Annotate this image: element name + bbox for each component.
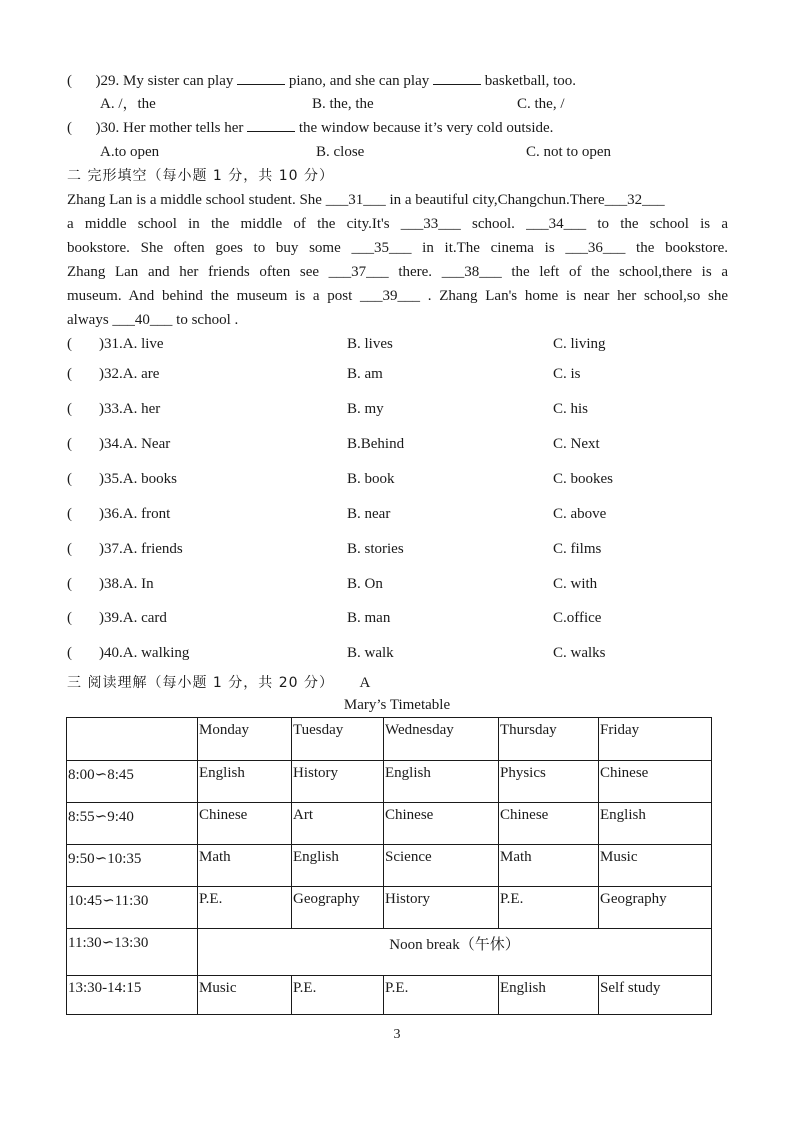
answer-paren[interactable]: ( [67, 645, 72, 661]
passage-line: Zhang Lan is a middle school student. She ___31___ in a beautiful city,Changchun.There___32___ [67, 192, 665, 208]
answer-paren: ( [67, 120, 72, 136]
question-29-option-c: C. the, / [517, 96, 565, 112]
subject-cell: Geography [292, 887, 384, 929]
subject-cell: Physics [499, 761, 599, 803]
option-b: B. walk [347, 645, 394, 661]
subject-cell: History [384, 887, 499, 929]
option-c: C. films [553, 541, 602, 557]
answer-blank[interactable] [433, 84, 481, 85]
table-header-cell: Tuesday [292, 718, 384, 761]
subject-cell: P.E. [292, 976, 384, 1015]
timetable [66, 717, 712, 1015]
table-header-cell: Thursday [499, 718, 599, 761]
answer-blank[interactable] [237, 84, 285, 85]
blank-35: ___35___ [351, 240, 412, 256]
option-a: )39.A. card [99, 610, 167, 626]
section-heading-reading: 三 阅读理解（每小题 1 分，共 20 分） A [67, 675, 371, 691]
time-cell: 8:55∽9:40 [67, 803, 198, 845]
blank-39: ___39___ [360, 288, 421, 304]
answer-blank[interactable] [247, 131, 295, 132]
subject-cell: Science [384, 845, 499, 887]
time-cell: 10:45∽11:30 [67, 887, 198, 929]
option-b: B. stories [347, 541, 404, 557]
option-a: )38.A. In [99, 576, 154, 592]
question-29-text-c: basketball, too. [484, 73, 576, 89]
question-30-text-b: the window because it’s very cold outside. [298, 120, 554, 136]
time-cell: 8:00∽8:45 [67, 761, 198, 803]
subject-cell: Chinese [198, 803, 292, 845]
subject-cell: Chinese [384, 803, 499, 845]
blank-33: ___33___ [400, 216, 461, 232]
subject-cell: Self study [599, 976, 712, 1015]
time-cell: 11:30∽13:30 [67, 929, 198, 976]
cloze-question-32 [67, 364, 727, 384]
cloze-question-36 [67, 504, 727, 524]
cloze-passage [67, 188, 728, 332]
option-b: B. near [347, 506, 391, 522]
page-number: 3 [393, 1027, 401, 1042]
subject-cell: Art [292, 803, 384, 845]
blank-36: ___36___ [565, 240, 626, 256]
cloze-question-40 [67, 643, 727, 663]
time-cell: 13:30-14:15 [67, 976, 198, 1015]
cloze-question-37 [67, 539, 727, 559]
table-header-cell: Monday [198, 718, 292, 761]
subject-cell: English [292, 845, 384, 887]
answer-paren[interactable]: ( [67, 366, 72, 382]
table-row [67, 887, 712, 929]
table-row-noon [67, 929, 712, 976]
question-30-text-a: )30. Her mother tells her [95, 120, 244, 136]
cloze-question-34 [67, 434, 727, 454]
option-b: B. On [347, 576, 383, 592]
blank-31: ___31___ [325, 192, 386, 208]
option-a: )40.A. walking [99, 645, 190, 661]
question-30-option-c: C. not to open [526, 144, 611, 160]
answer-paren[interactable]: ( [67, 506, 72, 522]
option-c: C. walks [553, 645, 606, 661]
option-a: )31.A. live [99, 336, 164, 352]
question-29-option-a: A. /，the [100, 96, 156, 112]
option-b: B. man [347, 610, 391, 626]
passage-line: Zhang Lan and her friends often see ___37___ there. ___38___ the left of the school,there is a [67, 264, 728, 280]
option-a: )32.A. are [99, 366, 160, 382]
cloze-question-35 [67, 469, 727, 489]
table-row [67, 845, 712, 887]
subject-cell: Math [499, 845, 599, 887]
option-b: B. am [347, 366, 383, 382]
subject-cell: Geography [599, 887, 712, 929]
table-header-cell: Wednesday [384, 718, 499, 761]
passage-line: museum. And behind the museum is a post ___39___ . Zhang Lan's home is near her school,so she [67, 288, 728, 304]
option-c: C. above [553, 506, 607, 522]
subject-cell: P.E. [499, 887, 599, 929]
noon-break-cell: Noon break（午休） [198, 929, 712, 976]
table-row [67, 803, 712, 845]
question-30-option-b: B. close [316, 144, 365, 160]
section-heading-cloze: 二 完形填空（每小题 1 分，共 10 分） [67, 168, 334, 184]
answer-paren[interactable]: ( [67, 436, 72, 452]
passage-line: a middle school in the middle of the city.It's ___33___ school. ___34___ to the school is a [67, 216, 728, 232]
subject-cell: P.E. [198, 887, 292, 929]
cloze-question-38 [67, 574, 727, 594]
blank-37: ___37___ [328, 264, 389, 280]
option-c: C.office [553, 610, 602, 626]
part-label: A [359, 675, 371, 691]
option-b: B.Behind [347, 436, 405, 452]
timetable-title: Mary’s Timetable [343, 697, 451, 713]
subject-cell: Chinese [599, 761, 712, 803]
subject-cell: English [599, 803, 712, 845]
answer-paren[interactable]: ( [67, 610, 72, 626]
question-29-text-a: )29. My sister can play [95, 73, 234, 89]
table-row [67, 976, 712, 1015]
blank-32: ___32___ [604, 192, 665, 208]
option-a: )35.A. books [99, 471, 177, 487]
table-header-row [67, 718, 712, 761]
answer-paren[interactable]: ( [67, 576, 72, 592]
blank-34: ___34___ [526, 216, 587, 232]
answer-paren[interactable]: ( [67, 541, 72, 557]
question-29-option-b: B. the, the [312, 96, 374, 112]
answer-paren[interactable]: ( [67, 336, 72, 352]
subject-cell: English [384, 761, 499, 803]
table-header-cell: Friday [599, 718, 712, 761]
subject-cell: English [198, 761, 292, 803]
question-29-text-b: piano, and she can play [288, 73, 430, 89]
subject-cell: English [499, 976, 599, 1015]
option-c: C. living [553, 336, 606, 352]
blank-38: ___38___ [441, 264, 502, 280]
option-c: C. with [553, 576, 598, 592]
option-c: C. his [553, 401, 589, 417]
answer-paren[interactable]: ( [67, 471, 72, 487]
option-c: C. is [553, 366, 581, 382]
option-a: )34.A. Near [99, 436, 171, 452]
time-cell: 9:50∽10:35 [67, 845, 198, 887]
answer-paren[interactable]: ( [67, 401, 72, 417]
question-30-stem [67, 118, 553, 138]
subject-cell: Music [198, 976, 292, 1015]
cloze-question-33 [67, 399, 727, 419]
option-a: )37.A. friends [99, 541, 183, 557]
option-b: B. book [347, 471, 395, 487]
blank-40: ___40___ [112, 312, 173, 328]
table-row [67, 761, 712, 803]
question-29-stem [67, 71, 576, 91]
subject-cell: Math [198, 845, 292, 887]
subject-cell: P.E. [384, 976, 499, 1015]
passage-line: bookstore. She often goes to buy some ___35___ in it.The cinema is ___36___ the bookstore. [67, 240, 728, 256]
passage-line: always ___40___ to school . [67, 312, 239, 328]
option-b: B. lives [347, 336, 393, 352]
option-c: C. Next [553, 436, 600, 452]
option-a: )36.A. front [99, 506, 171, 522]
cloze-question-39 [67, 608, 727, 628]
subject-cell: Music [599, 845, 712, 887]
table-header-cell [67, 718, 198, 761]
option-c: C. bookes [553, 471, 613, 487]
answer-paren: ( [67, 73, 72, 89]
subject-cell: Chinese [499, 803, 599, 845]
option-a: )33.A. her [99, 401, 161, 417]
question-30-option-a: A.to open [100, 144, 160, 160]
subject-cell: History [292, 761, 384, 803]
cloze-question-31 [67, 334, 727, 354]
option-b: B. my [347, 401, 384, 417]
